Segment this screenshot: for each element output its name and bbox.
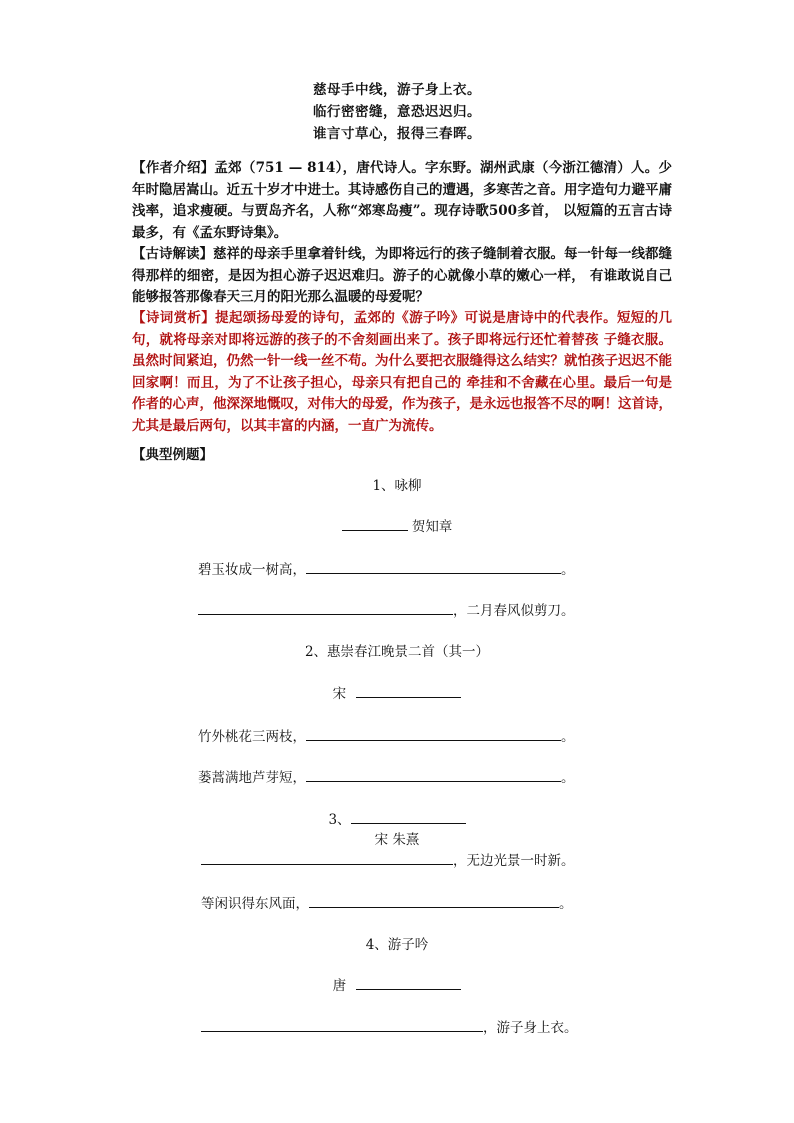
q3-line1-end: ，无边光景一时新。 [453,853,575,869]
appreciation-text: 提起颂扬母爱的诗句，孟郊的《游子吟》可说是唐诗中的代表作。短短的几句，就将母亲对即将远游的孩子的不舍刻画出来了。孩子即将远行还忙着替孩 子缝衣服。虽然时间紧迫，仍然一针一线一丝不苟。为什么要把衣服缝得这么结实？就怕孩子迟迟不能回家啊！而且，为了不让孩子担心，母亲只有把自己的 牵挂和不舍藏在心里。最后一句是作者的心声，他深深地慨叹，对伟大的母爱，作为孩子，是永远也报答不尽的啊！这首诗，尤其是最后两句，以其丰富的内涵，一直广为流传。 [132,310,673,434]
author-intro-label: 【作者介绍】 [132,160,215,176]
examples-heading: 【典型例题】 [132,447,213,463]
q1-line2-end: ，二月春风似剪刀。 [453,603,575,619]
q3-line-1 [201,849,575,869]
q4-line1-blank[interactable] [201,1019,483,1032]
poem-line-3: 谁言寸草心，报得三春晖。 [313,126,481,142]
q1-line1-start: 碧玉妆成一树高， [198,562,306,578]
poem-line-1: 慈母手中线，游子身上衣。 [313,82,481,98]
q2-line2-end: 。 [561,770,575,786]
q4-line1-end: ，游子身上衣。 [483,1020,578,1036]
q4-title: 4、游子吟 [365,937,429,953]
interpretation-text: 慈祥的母亲手里拿着针线，为即将远行的孩子缝制着衣服。每一针每一线都缝得那样的细密，是因为担心游子迟迟难归。游子的心就像小草的嫩心一样， 有谁敢说自己能够报答那像春天三月的阳光那么温暖的母爱呢？ [132,246,672,305]
q3-author: 宋 朱熹 [374,832,420,848]
q3-number: 3、 [328,812,351,828]
q3-line1-blank[interactable] [201,852,453,865]
q3-line-2 [201,892,573,912]
q2-dynasty: 宋 [332,686,347,702]
q2-author-blank[interactable] [356,685,461,698]
q1-line1-end: 。 [561,562,575,578]
q3-line2-end: 。 [559,896,573,912]
q2-author-row [0,682,794,702]
q4-dynasty: 唐 [332,978,347,994]
q2-line2-blank[interactable] [306,769,561,782]
q1-line1-blank[interactable] [306,561,561,574]
q4-author-row [0,974,794,994]
q2-line1-end: 。 [561,729,575,745]
appreciation-label: 【诗词赏析】 [132,310,216,326]
q1-author: 贺知章 [411,519,453,535]
q1-line-1 [198,558,575,578]
q1-line-2 [198,599,575,619]
q3-line2-blank[interactable] [309,895,559,908]
q3-title-row [0,808,794,828]
q1-title-blank[interactable] [342,518,408,531]
q2-line2-start: 蒌蒿满地芦芽短， [198,770,306,786]
q1-line2-blank[interactable] [198,602,453,615]
q3-line2-start: 等闲识得东风面， [201,896,309,912]
poem-line-2: 临行密密缝，意恐迟迟归。 [313,104,481,120]
author-intro [132,158,672,244]
q1-author-row [0,515,794,535]
q2-line-1 [198,725,575,745]
q2-line1-start: 竹外桃花三两枝， [198,729,306,745]
author-intro-text: 孟郊（751 — 814），唐代诗人。字东野。湖州武康（今浙江德清）人。少年时隐居嵩山。近五十岁才中进士。其诗感伤自己的遭遇，多寒苦之音。用字造句力避平庸浅率，追求瘦硬。与贾岛齐名，人称“郊寒岛瘦”。现存诗歌500多首， 以短篇的五言古诗最多，有《孟东野诗集》。 [132,160,673,241]
q2-line-2 [198,766,575,786]
q1-title: 1、咏柳 [372,478,422,494]
interpretation-label: 【古诗解读】 [132,246,213,262]
q4-line-1 [201,1016,578,1036]
q4-author-blank[interactable] [356,977,461,990]
poem-interpretation [132,244,672,309]
poem-appreciation [132,308,672,437]
q3-title-blank[interactable] [351,811,466,824]
q2-title: 2、惠崇春江晚景二首（其一） [304,644,490,660]
q2-line1-blank[interactable] [306,728,561,741]
